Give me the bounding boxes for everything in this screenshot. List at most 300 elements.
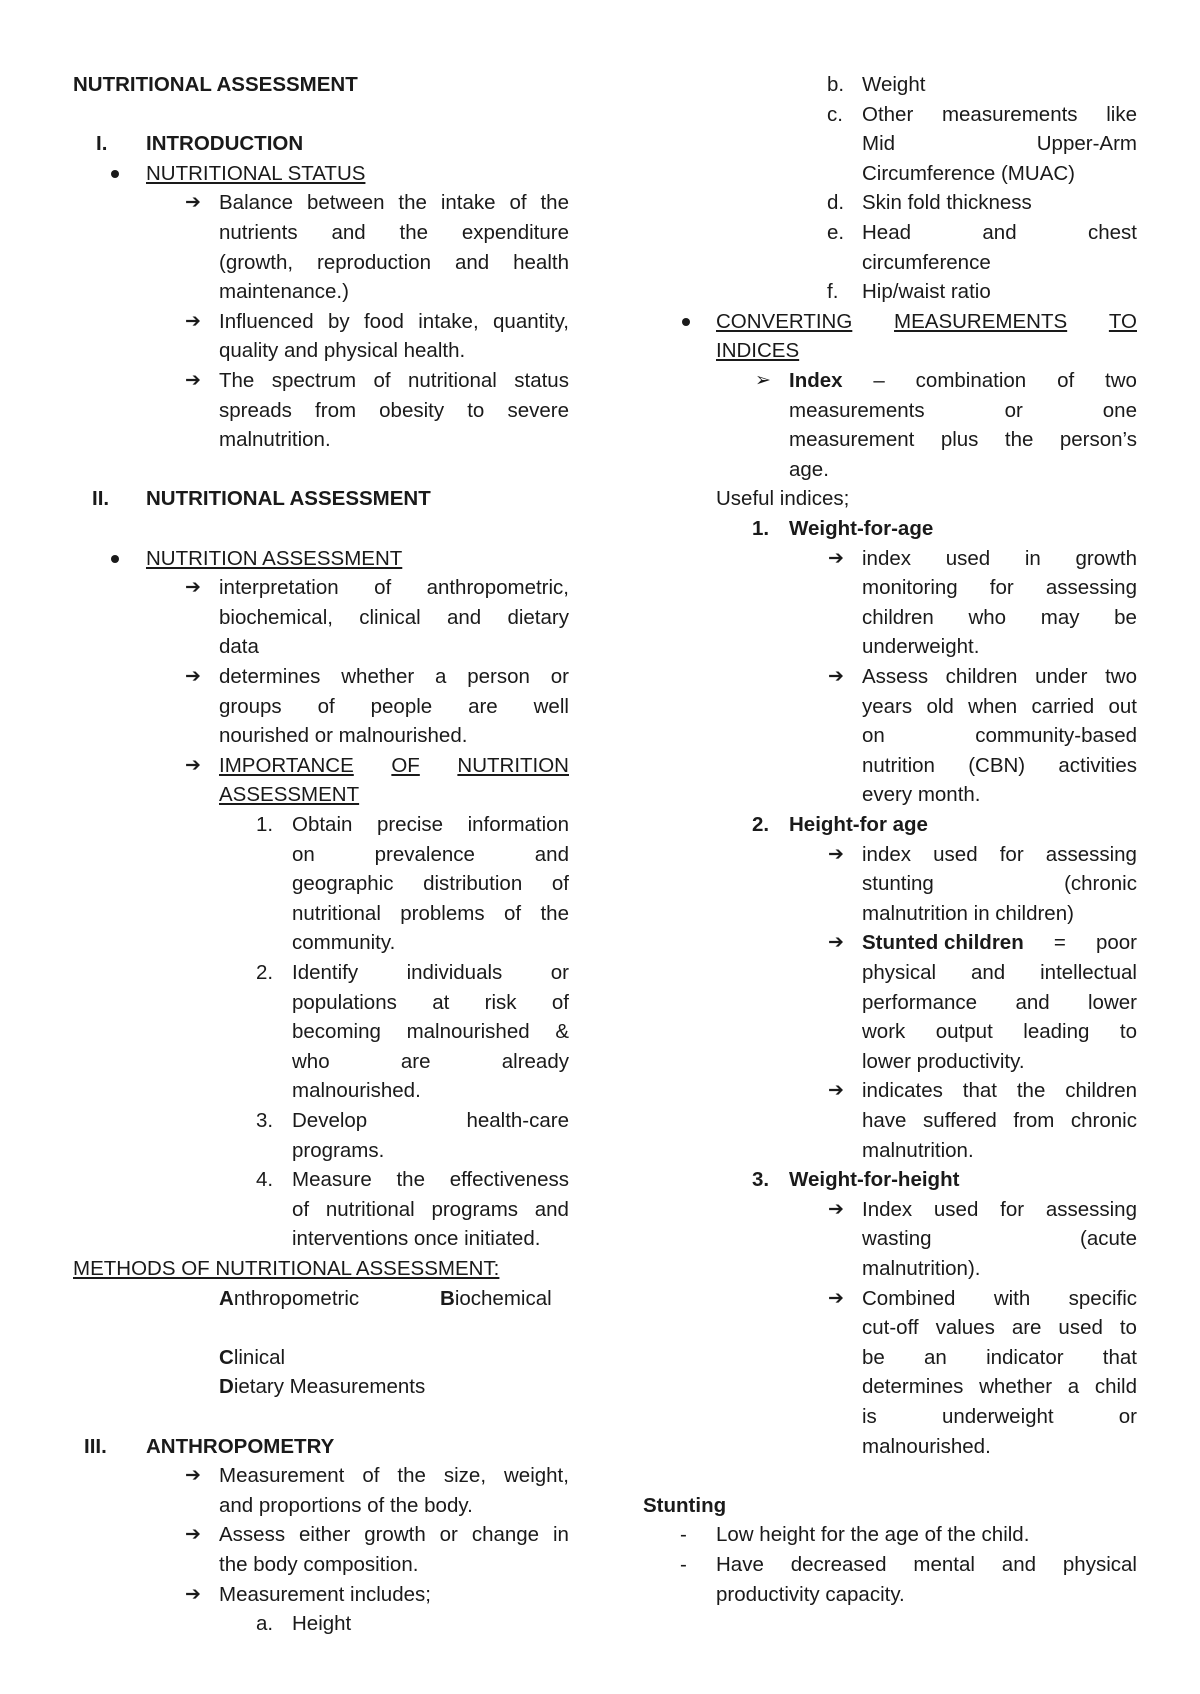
arrow-item-line [862,1017,1137,1047]
letter-label: b. [827,73,845,96]
arrow-item-line [219,396,569,426]
dash-icon: - [680,1553,687,1576]
arrow-item-line [862,603,1137,633]
word: used [945,546,991,570]
index-number: 2. [752,813,770,836]
word: Measurement [219,1464,345,1488]
word: size, [443,1464,487,1488]
word: interpretation [219,576,339,600]
arrow-icon: ➔ [185,192,201,214]
word: plus [940,428,979,452]
word: chest [1087,221,1137,244]
word: at [432,990,450,1014]
letter-label: c. [827,102,843,126]
arrow-item-line: data [219,635,259,659]
word: the [397,1464,426,1488]
letter-item-line: Weight [862,73,926,96]
word: and [534,842,569,866]
stunting-item-line: Low height for the age of the child. [716,1523,1030,1547]
arrow-item-line: quality and physical health. [219,339,466,363]
word: Upper-Arm [1036,132,1137,156]
word: to [467,398,485,422]
index-number: 1. [752,517,770,540]
word: Have [716,1553,764,1576]
word: of [1057,369,1075,392]
word: stunting [862,872,934,896]
word: precise [376,813,444,836]
word: nutritional [292,901,381,925]
word: either [299,1523,351,1547]
word: in [1024,546,1041,570]
word: Influenced [219,309,314,333]
numbered-item-line [292,1047,569,1077]
letter-label: d. [827,191,845,215]
word: assessing [1045,842,1137,866]
word: whether [979,1375,1053,1399]
stunting-item-line [716,1550,1137,1580]
word: indicator [986,1345,1064,1369]
word: IMPORTANCE [219,753,354,777]
numbered-item-line: community. [292,931,396,955]
section-heading: ANTHROPOMETRY [146,1434,335,1458]
word: change [471,1523,540,1547]
word: expenditure [461,221,569,244]
bullet-dot-icon [111,170,119,178]
letter-item-line [862,129,1137,159]
word: of [373,369,391,392]
arrow-item-line: underweight. [862,635,980,659]
word: of [503,901,522,925]
word: suffered [923,1109,997,1132]
letter-label: e. [827,221,845,244]
word: status [514,369,569,392]
word: OF [391,753,420,777]
word: physical [1062,1553,1137,1576]
word: be [862,1345,885,1369]
word: the [540,191,569,215]
word: – [873,369,885,392]
word: measurements [941,102,1078,126]
arrow-item-line [862,573,1137,603]
word: is [862,1405,877,1428]
letter-item-line [862,100,1137,130]
stunting-item-line: productivity capacity. [716,1582,905,1606]
section-heading: INTRODUCTION [146,132,304,156]
word: wasting [862,1227,932,1251]
section-number: II. [92,487,110,511]
word: the [1004,428,1034,452]
word: Obtain [292,813,353,836]
word: The [219,369,255,392]
word: Stunted children [862,931,1024,955]
word: weight, [503,1464,569,1488]
index-term: Index [789,369,843,392]
word: malnourished [406,1020,530,1044]
word: spectrum [271,369,357,392]
arrow-item-line [862,751,1137,781]
word: NUTRITION [457,753,569,777]
arrow-item-line [862,988,1137,1018]
word: dietary [507,605,569,629]
word: distribution [423,872,523,896]
arrow-icon: ➔ [828,1198,844,1220]
list-number: 1. [256,813,274,836]
methods-title: METHODS OF NUTRITIONAL ASSESSMENT: [73,1257,500,1280]
arrow-icon: ➔ [828,843,844,865]
arrow-item-line: and proportions of the body. [219,1493,473,1517]
page-title: NUTRITIONAL ASSESSMENT [73,73,358,96]
index-definition-line [789,396,1137,426]
word: people [370,694,433,718]
index-number: 3. [752,1168,770,1192]
word: physical [862,961,937,984]
word: work [862,1020,906,1044]
letter-item-line: Height [292,1612,352,1636]
word: determines [219,665,321,688]
word: for [1000,1197,1025,1221]
word: already [501,1049,569,1073]
word: clinical [359,605,421,629]
numbered-item-line [292,810,569,840]
word: whether [341,665,415,688]
word: and [1001,1553,1037,1576]
word: values [935,1316,995,1340]
word: that [962,1079,997,1103]
stunting-heading: Stunting [643,1493,727,1517]
word: growth [1075,546,1137,570]
word: used [1058,1316,1103,1340]
word: an [924,1345,947,1369]
word: TO [1108,309,1137,333]
word: CONVERTING [716,309,853,333]
arrow-item-line [219,603,569,633]
word: and [970,961,1006,984]
word: underweight [941,1405,1054,1428]
word: decreased [790,1553,887,1576]
arrow-item-line [219,218,569,248]
method-anthropometric [219,1284,359,1314]
arrow-icon: ➔ [828,547,844,569]
word: are [400,1049,431,1073]
word: with [993,1286,1031,1310]
word: geographic [292,872,394,896]
method-clinical [219,1343,285,1373]
word: a [435,665,447,688]
word: of [292,1197,310,1221]
word: in [553,1523,569,1547]
word: carried [1031,694,1095,718]
numbered-item-line [292,988,569,1018]
word: who [292,1049,330,1073]
word: are [468,694,498,718]
word: or [550,961,569,984]
word: years [862,694,913,718]
letter-item-line: Circumference (MUAC) [862,161,1075,185]
word: person’s [1059,428,1137,452]
word: Assess [862,665,929,688]
method-initial: B [440,1286,455,1310]
arrow-icon: ➔ [185,666,201,687]
arrow-icon: ➔ [185,1583,201,1605]
arrow-item-line: malnutrition). [862,1257,981,1280]
method-initial: C [219,1345,234,1369]
word: that [1102,1345,1137,1369]
index-definition-line: age. [789,457,829,481]
arrow-item-line [862,1106,1137,1136]
word: prevalence [374,842,475,866]
word: food [363,309,404,333]
word: Assess [219,1523,286,1547]
letter-label: a. [256,1612,274,1636]
arrow-item-line: maintenance.) [219,280,349,304]
word: child [1094,1375,1137,1399]
word: and [454,250,490,274]
word: = [1053,931,1066,955]
word: have [862,1109,907,1132]
arrow-icon: ➔ [828,1080,844,1102]
word: or [439,1523,458,1547]
method-rest: nthropometric [233,1286,360,1310]
word: or [1118,1405,1137,1428]
arrow-item-line: malnutrition in children) [862,901,1074,925]
word: nutritional [325,1197,415,1221]
word: specific [1068,1286,1137,1310]
word: who [968,605,1007,629]
word: of [374,576,392,600]
word: programs [431,1197,519,1221]
numbered-item-line [292,1165,569,1195]
arrow-icon: ➔ [185,1524,201,1546]
word: children [945,665,1018,688]
numbered-item-line [292,869,569,899]
word: two [1105,369,1137,392]
word: the [396,1168,425,1192]
arrow-item-line [862,1224,1137,1254]
word: the [1016,1079,1046,1103]
importance-heading: ASSESSMENT [219,783,360,807]
numbered-item-line [292,958,569,988]
word: by [327,309,350,333]
word: becoming [292,1020,381,1044]
list-number: 3. [256,1109,274,1132]
index-definition-line [789,425,1137,455]
word: on [862,724,885,748]
word: a [1067,1375,1080,1399]
arrow-item-line [219,1520,569,1550]
arrow-item-line [862,1402,1137,1432]
method-biochemical [440,1284,552,1314]
word: quantity, [493,309,569,333]
method-rest: iochemical [454,1286,552,1310]
word: children [1065,1079,1137,1103]
letter-item-line [862,218,1137,248]
method-rest: linical [233,1345,286,1369]
word: effectiveness [449,1168,569,1192]
word: from [315,398,357,422]
index-name: Height-for age [789,813,928,836]
word: well [533,694,569,718]
word: output [935,1020,993,1044]
arrow-item-line [862,1372,1137,1402]
word: (growth, [219,250,294,274]
word: mental [913,1553,975,1576]
arrow-icon: ➔ [828,1287,844,1309]
word: of [509,191,527,215]
arrow-icon: ➔ [828,932,844,954]
arrow-item-line [862,840,1137,870]
index-definition [789,366,1137,396]
word: spreads [219,398,292,422]
word: groups [219,694,282,718]
section-number: III. [84,1434,107,1458]
arrow-item-line [219,692,569,722]
word: risk [484,990,517,1014]
arrow-item-line [219,188,569,218]
word: monitoring [862,576,958,600]
word: problems [400,901,485,925]
numbered-item-line: interventions once initiated. [292,1227,541,1251]
word: be [1114,605,1137,629]
method-initial: D [219,1375,234,1399]
arrow-item-line [862,1076,1137,1106]
arrow-item-line [219,248,569,278]
word: for [989,576,1014,600]
word: measurement [789,428,915,452]
arrow-item-line [219,366,569,396]
arrow-item-line [862,1343,1137,1373]
list-number: 4. [256,1168,274,1192]
arrow-icon: ➔ [185,1465,201,1487]
arrow-item-line [862,692,1137,722]
word: and [982,221,1017,244]
word: growth [364,1523,426,1547]
word: Combined [862,1286,956,1310]
dash-icon: - [680,1523,687,1547]
arrow-item-line [862,544,1137,574]
letter-item-line: Hip/waist ratio [862,280,991,304]
word: individuals [406,961,503,984]
arrow-item-line [862,1313,1137,1343]
word: and [534,1197,569,1221]
list-number: 2. [256,961,274,984]
section-number: I. [96,132,108,156]
word: cut-off [862,1316,919,1340]
word: are [1011,1316,1042,1340]
word: under [1035,665,1088,688]
word: of [317,694,335,718]
word: assessing [1045,576,1137,600]
arrow-item-line [862,1195,1137,1225]
word: health-care [466,1109,569,1132]
word: performance [862,990,978,1014]
method-initial: A [219,1286,234,1310]
arrow-item-line [862,721,1137,751]
word: measurements [789,398,925,422]
word: Balance [219,191,294,215]
arrow-item-line [219,307,569,337]
importance-heading [219,751,569,781]
word: between [307,191,385,215]
letter-label: f. [827,280,839,304]
arrow-item-line [862,1284,1137,1314]
word: Head [862,221,912,244]
word: Identify [292,961,359,984]
arrow-item-line: malnourished. [862,1434,991,1458]
numbered-item-line [292,899,569,929]
word: Measure [292,1168,372,1192]
arrow-item-line [219,573,569,603]
word: for [999,842,1024,866]
arrow-item-line [219,662,569,692]
arrow-item-line: the body composition. [219,1553,419,1576]
word: Mid [862,132,896,156]
arrow-item-line [862,958,1137,988]
arrow-item-line: nourished or malnourished. [219,724,468,748]
word: when [968,694,1018,718]
word: on [292,842,315,866]
word: activities [1058,753,1137,777]
arrow-item-line [219,1461,569,1491]
index-name: Weight-for-age [789,517,934,540]
word: populations [292,990,397,1014]
word: nutrition [862,753,935,777]
word: intake [440,191,496,215]
arrow-icon: ➔ [185,370,201,391]
word: person [467,665,530,688]
word: chronic [1070,1109,1137,1132]
word: reproduction [317,250,431,274]
method-dietary [219,1372,425,1402]
letter-item-line: Skin fold thickness [862,191,1032,215]
word: of [362,1464,380,1488]
word: like [1106,102,1137,126]
numbered-item-line [292,1106,569,1136]
arrow-item-line: malnutrition. [862,1138,974,1162]
arrow-item-line: malnutrition. [219,428,331,452]
arrow-icon: ➔ [185,577,201,599]
word: combination [915,369,1027,392]
word: intellectual [1040,961,1137,984]
word: the [399,221,429,244]
word: from [1013,1109,1055,1132]
word: poor [1095,931,1137,955]
word: & [555,1020,569,1044]
word: information [467,813,569,836]
bullet-heading: NUTRITION ASSESSMENT [146,546,403,570]
word: intake, [418,309,479,333]
word: severe [507,398,569,422]
word: to [1119,1020,1137,1044]
word: health [513,250,569,274]
word: obesity [379,398,445,422]
numbered-item-line [292,1017,569,1047]
word: biochemical, [219,605,333,629]
numbered-item-line: programs. [292,1138,385,1162]
word: of [551,990,569,1014]
arrow-icon: ➔ [185,754,201,776]
word: and [1015,990,1050,1014]
word: nutrients [219,221,298,244]
word: anthropometric, [426,576,569,600]
arrow-item-line: lower productivity. [862,1049,1025,1073]
arrow-item-line: Measurement includes; [219,1582,431,1606]
word: out [1108,694,1137,718]
arrow-item-line [862,662,1137,692]
letter-item-line: circumference [862,250,991,274]
bullet-heading: NUTRITIONAL STATUS [146,161,366,185]
word: Other [862,102,914,126]
word: the [398,191,427,215]
